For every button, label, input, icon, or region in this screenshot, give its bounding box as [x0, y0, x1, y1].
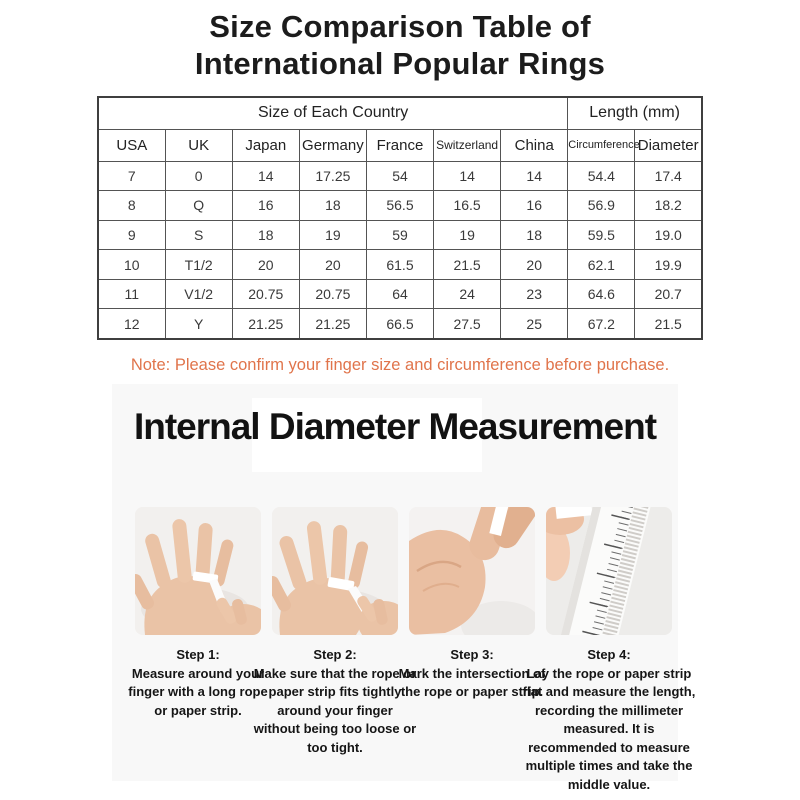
section-heading: Internal Diameter Measurement: [133, 406, 657, 447]
table-cell: 17.25: [299, 161, 366, 191]
table-cell: 21.5: [635, 309, 702, 339]
table-cell: 16: [501, 191, 568, 221]
strip-fit-check-illustration: [272, 507, 398, 635]
step-1-photo: [135, 507, 261, 635]
table-cell: 20: [232, 250, 299, 280]
table-cell: Q: [165, 191, 232, 221]
step-1-text: Measure around your finger with a long rope or paper strip.: [128, 665, 268, 718]
table-cell: 19.9: [635, 250, 702, 280]
table-cell: 59.5: [568, 220, 635, 250]
table-cell: 59: [366, 220, 433, 250]
table-cell: 66.5: [366, 309, 433, 339]
table-cell: 54: [366, 161, 433, 191]
step-2-photo: [272, 507, 398, 635]
table-cell: 14: [232, 161, 299, 191]
step-4-caption: [520, 646, 698, 794]
step-3-label: Step 3:: [450, 647, 494, 662]
table-cell: 23: [501, 279, 568, 309]
table-cell: 17.4: [635, 161, 702, 191]
purchase-note: Note: Please confirm your finger size and circumference before purchase.: [130, 356, 670, 374]
table-cell: 18: [299, 191, 366, 221]
group-header-length: Length (mm): [568, 97, 702, 129]
table-cell: 24: [434, 279, 501, 309]
table-cell: 10: [98, 250, 165, 280]
measurement-panel: [112, 384, 696, 792]
table-row: [98, 161, 702, 191]
column-header-china: China: [501, 129, 568, 161]
table-cell: 61.5: [366, 250, 433, 280]
table-cell: 16: [232, 191, 299, 221]
table-cell: 19: [299, 220, 366, 250]
hand-with-rope-illustration: [135, 507, 261, 635]
table-cell: 18.2: [635, 191, 702, 221]
table-cell: 20: [299, 250, 366, 280]
table-cell: 16.5: [434, 191, 501, 221]
table-cell: 20.75: [299, 279, 366, 309]
page-title: [0, 8, 800, 82]
mark-intersection-illustration: [409, 507, 535, 635]
table-cell: 18: [501, 220, 568, 250]
table-cell: 0: [165, 161, 232, 191]
table-row: [98, 309, 702, 339]
group-header-row: [98, 97, 702, 129]
table-cell: 8: [98, 191, 165, 221]
table-cell: 56.9: [568, 191, 635, 221]
table-cell: 64: [366, 279, 433, 309]
column-header-france: France: [366, 129, 433, 161]
table-cell: 11: [98, 279, 165, 309]
table-cell: 21.5: [434, 250, 501, 280]
table-cell: 14: [501, 161, 568, 191]
step-2-text: Make sure that the rope or paper strip fits tightly around your finger without being too loose or too tight.: [253, 665, 417, 755]
table-cell: T1/2: [165, 250, 232, 280]
step-2-caption: [253, 646, 417, 757]
table-body: [98, 161, 702, 339]
table-cell: 62.1: [568, 250, 635, 280]
table-cell: 20: [501, 250, 568, 280]
step-photos-row: [135, 507, 672, 635]
step-4-photo: [546, 507, 672, 635]
column-header-germany: Germany: [299, 129, 366, 161]
table-cell: 25: [501, 309, 568, 339]
table-cell: 20.75: [232, 279, 299, 309]
table-cell: 7: [98, 161, 165, 191]
step-1-caption: [123, 646, 273, 720]
step-4-text: Lay the rope or paper strip flat and measure the length, recording the millimeter measured. It is recommended to measure multiple times and take the middle value.: [522, 665, 696, 792]
table-cell: 64.6: [568, 279, 635, 309]
column-header-uk: UK: [165, 129, 232, 161]
table-cell: 54.4: [568, 161, 635, 191]
ring-size-table: [97, 96, 703, 340]
group-header-size: Size of Each Country: [98, 97, 568, 129]
table-cell: 9: [98, 220, 165, 250]
table-cell: 56.5: [366, 191, 433, 221]
step-3-photo: [409, 507, 535, 635]
step-1-label: Step 1:: [176, 647, 220, 662]
table-row: [98, 220, 702, 250]
step-3-text: Mark the intersection of the rope or paper strip.: [398, 665, 546, 699]
table-cell: 27.5: [434, 309, 501, 339]
table-cell: V1/2: [165, 279, 232, 309]
table-cell: 18: [232, 220, 299, 250]
column-header-circumference: Circumference: [568, 129, 635, 161]
column-header-switzerland: Switzerland: [434, 129, 501, 161]
table-cell: 12: [98, 309, 165, 339]
table-row: [98, 250, 702, 280]
page-title-line-2: International Popular Rings: [194, 46, 606, 81]
ruler-measure-illustration: [546, 507, 672, 635]
column-header-usa: USA: [98, 129, 165, 161]
step-2-label: Step 2:: [313, 647, 357, 662]
table-row: [98, 279, 702, 309]
table-cell: 21.25: [232, 309, 299, 339]
table-cell: 20.7: [635, 279, 702, 309]
table-row: [98, 191, 702, 221]
column-header-diameter: Diameter: [635, 129, 702, 161]
column-header-japan: Japan: [232, 129, 299, 161]
step-4-label: Step 4:: [587, 647, 631, 662]
table-cell: 14: [434, 161, 501, 191]
table-cell: Y: [165, 309, 232, 339]
table-cell: S: [165, 220, 232, 250]
table-cell: 19: [434, 220, 501, 250]
page-title-line-1: Size Comparison Table of: [209, 9, 591, 44]
column-header-row: [98, 129, 702, 161]
table-header: [98, 97, 702, 161]
table-cell: 67.2: [568, 309, 635, 339]
table-cell: 19.0: [635, 220, 702, 250]
table-cell: 21.25: [299, 309, 366, 339]
